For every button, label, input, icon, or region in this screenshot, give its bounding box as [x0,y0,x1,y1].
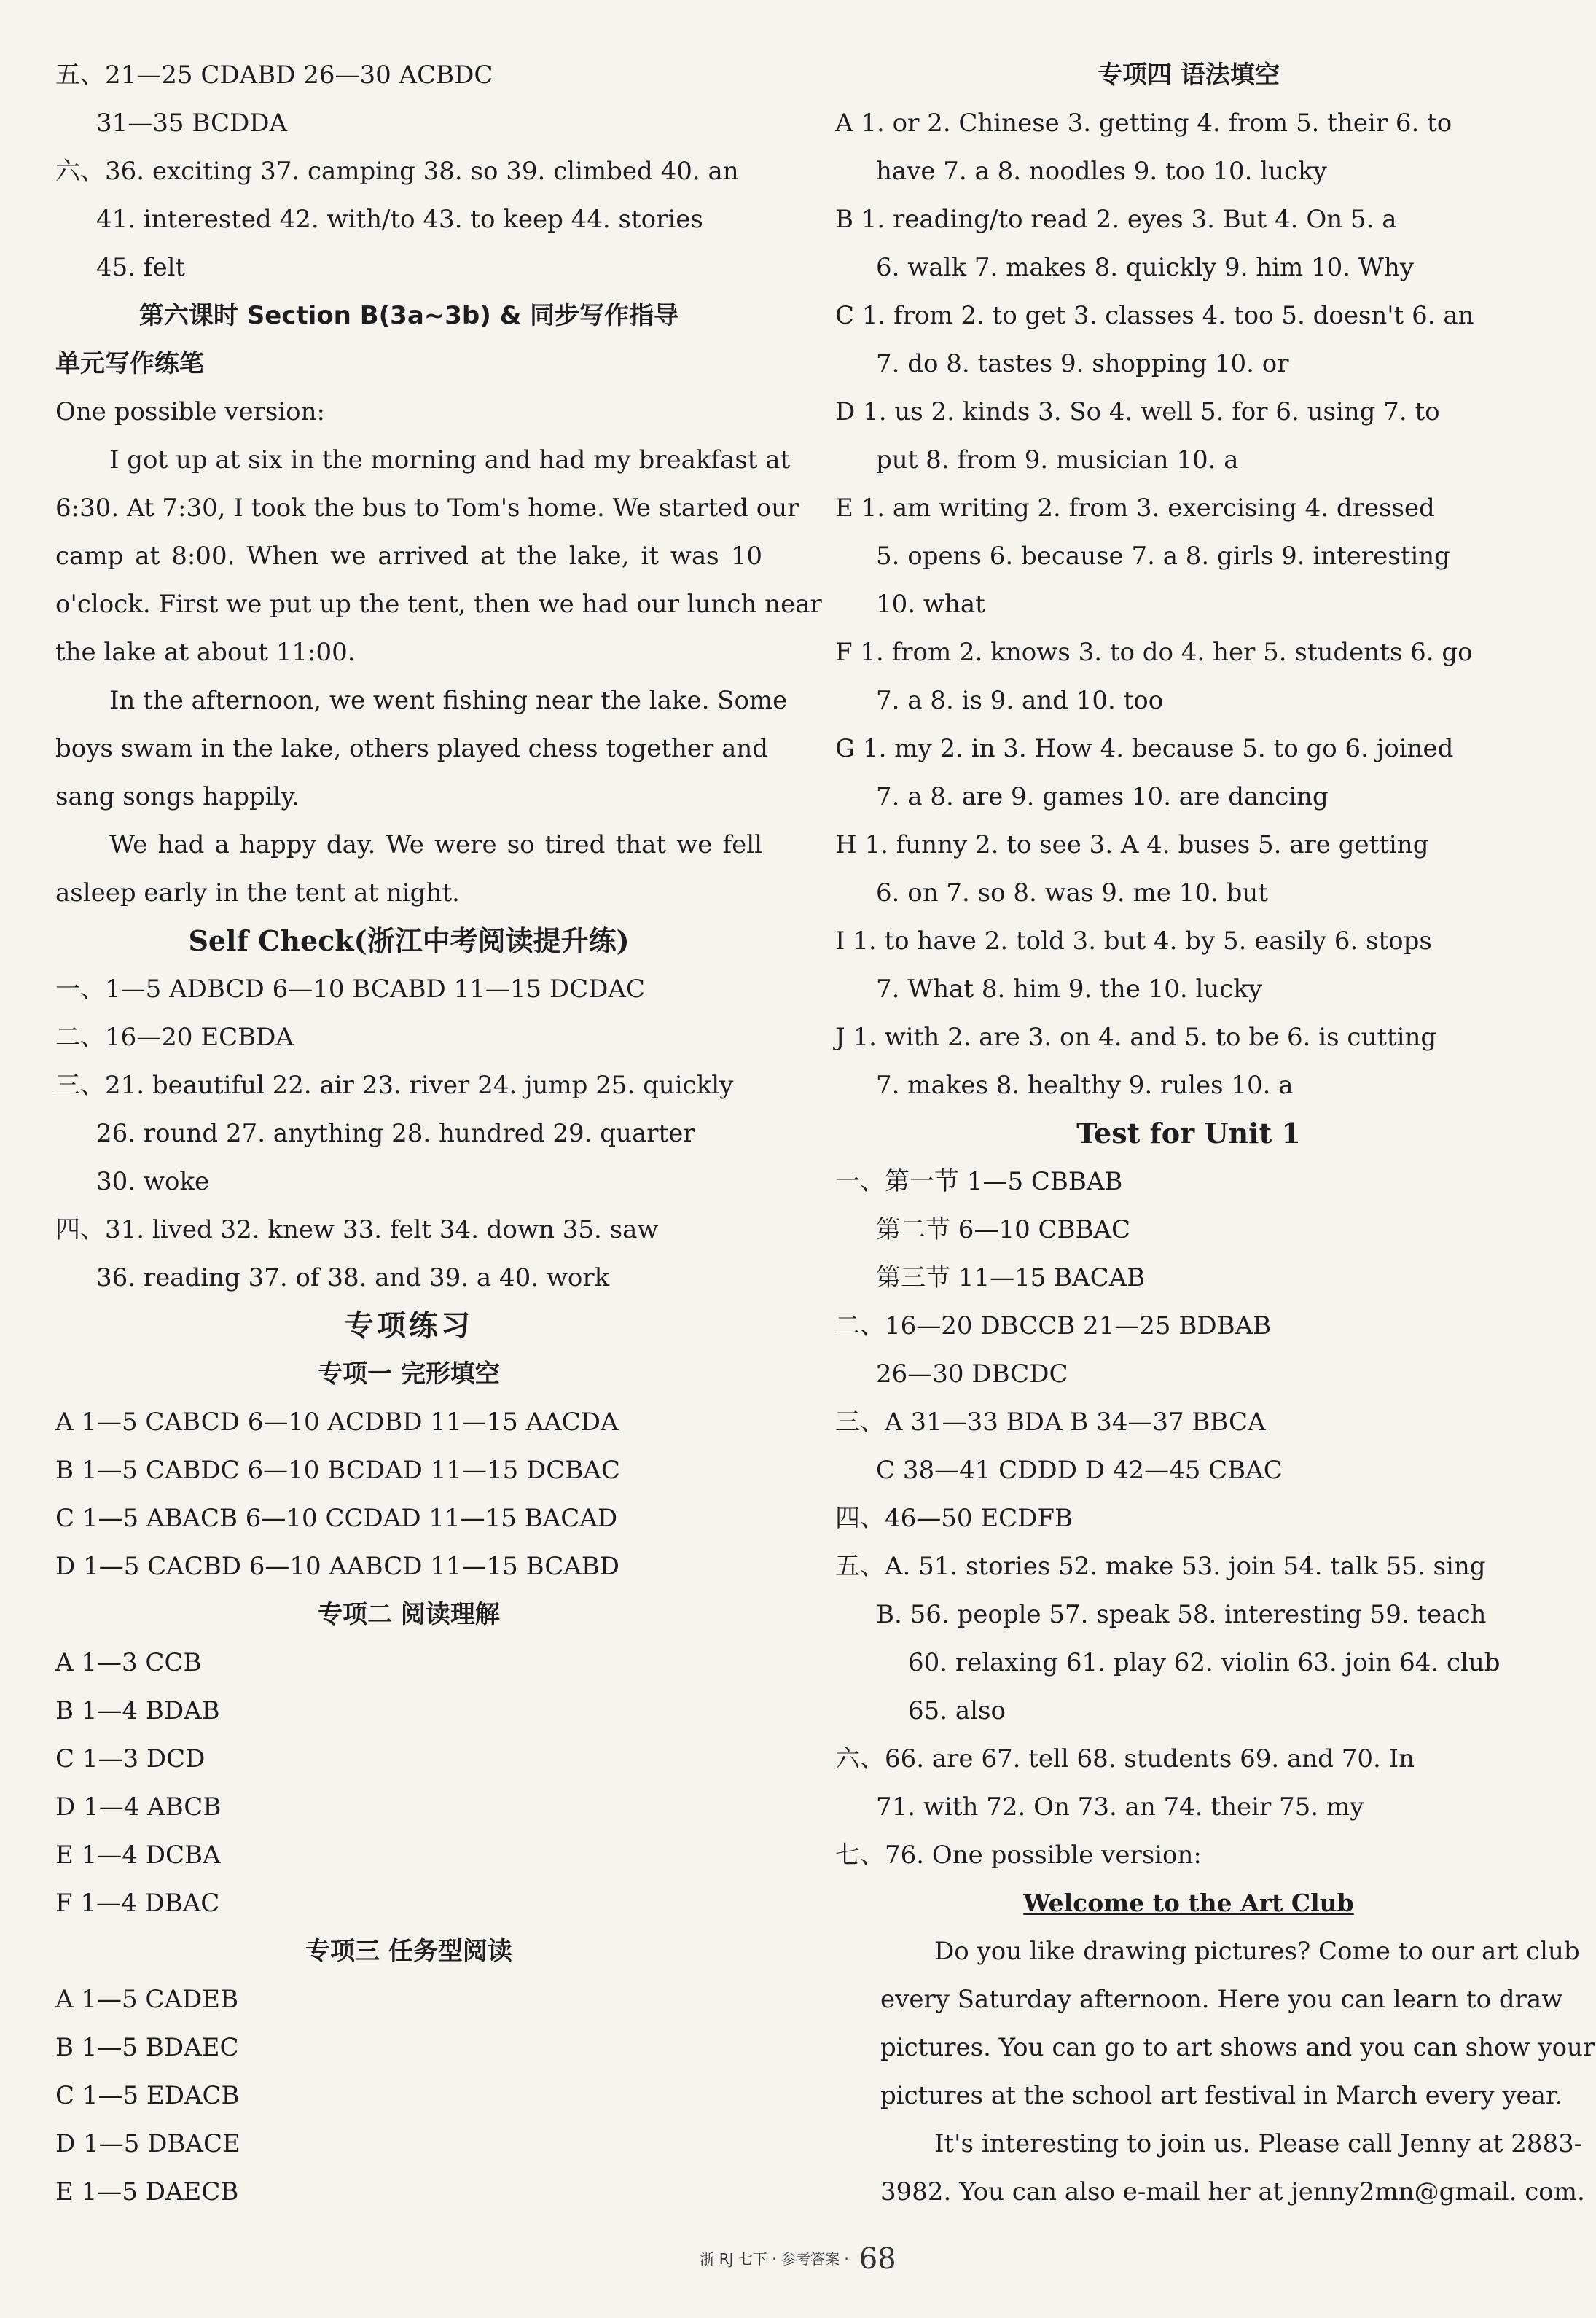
right-column [835,51,1595,2216]
answer-line: 五、21—25 CDABD 26—30 ACBDC [55,61,493,90]
answer-line: 第二节 6—10 CBBAC [876,1215,1131,1244]
answer-line: 五、A. 51. stories 52. make 53. join 54. talk 55. sing [835,1552,1486,1581]
footer-label: 浙 RJ 七下 · 参考答案 · [700,2250,849,2268]
answer-line: 60. relaxing 61. play 62. violin 63. join 64. club [908,1648,1501,1677]
answer-line: 四、46—50 ECDFB [835,1504,1073,1533]
answer-line: C 1—5 EDACB [55,2081,240,2110]
essay-line: It's interesting to join us. Please call Jenny at 2883- [934,2129,1583,2158]
answer-line: I 1. to have 2. told 3. but 4. by 5. easily 6. stops [835,926,1432,956]
answer-line: A 1—5 CABCD 6—10 ACDBD 11—15 AACDA [55,1408,619,1437]
essay-line: every Saturday afternoon. Here you can learn to draw [880,1985,1563,2014]
section-heading: 第六课时 Section B(3a~3b) & 同步写作指导 [138,301,679,330]
answer-line: A 1—5 CADEB [55,1985,239,2014]
answer-line: 7. do 8. tastes 9. shopping 10. or [876,349,1289,378]
essay-line: the lake at about 11:00. [55,638,356,667]
answer-line: 三、A 31—33 BDA B 34—37 BBCA [835,1408,1266,1437]
answer-line: A 1—3 CCB [55,1648,202,1677]
essay-line: 3982. You can also e-mail her at jenny2mn@gmail. com. [880,2177,1585,2206]
essay-line: Do you like drawing pictures? Come to our art club [934,1937,1580,1966]
answer-line: 71. with 72. On 73. an 74. their 75. my [876,1792,1364,1822]
subsection-heading: 专项四 语法填空 [1098,61,1280,90]
answer-line: 7. What 8. him 9. the 10. lucky [876,975,1263,1004]
answer-line: E 1—5 DAECB [55,2177,239,2206]
answer-line: 10. what [876,590,985,619]
answer-line: 四、31. lived 32. knew 33. felt 34. down 35. saw [55,1215,659,1244]
answer-line: 七、76. One possible version: [835,1841,1202,1870]
text-line: One possible version: [55,397,325,426]
answer-line: E 1—4 DCBA [55,1841,221,1870]
answer-line: F 1—4 DBAC [55,1889,220,1918]
answer-line: 36. reading 37. of 38. and 39. a 40. work [96,1263,610,1292]
answer-line: put 8. from 9. musician 10. a [876,445,1239,475]
answer-line: C 1—3 DCD [55,1744,206,1773]
answer-line: 7. a 8. is 9. and 10. too [876,686,1164,715]
answer-line: 6. on 7. so 8. was 9. me 10. but [876,878,1268,908]
answer-line: 30. woke [96,1167,210,1196]
essay-line: I got up at six in the morning and had my breakfast at [109,445,791,475]
essay-line: boys swam in the lake, others played chess together and [55,734,769,763]
subsection-heading: 专项一 完形填空 [318,1359,500,1389]
answer-line: D 1. us 2. kinds 3. So 4. well 5. for 6. using 7. to [835,397,1440,426]
answer-line: 第三节 11—15 BACAB [876,1263,1146,1292]
answer-line: 41. interested 42. with/to 43. to keep 44. stories [96,205,703,234]
essay-line: camp at 8:00. When we arrived at the lake, it was 10 [55,542,762,571]
answer-line: C 1. from 2. to get 3. classes 4. too 5. doesn't 6. an [835,301,1474,330]
answer-line: 5. opens 6. because 7. a 8. girls 9. interesting [876,542,1450,571]
answer-line: 31—35 BCDDA [96,109,288,138]
section-heading: Self Check(浙江中考阅读提升练) [188,924,630,957]
answer-line: 一、1—5 ADBCD 6—10 BCABD 11—15 DCDAC [55,975,645,1004]
essay-line: 6:30. At 7:30, I took the bus to Tom's home. We started our [55,493,799,523]
answer-line: 26—30 DBCDC [876,1359,1068,1389]
answer-line: 一、第一节 1—5 CBBAB [835,1167,1123,1196]
answer-line: 45. felt [96,253,186,282]
answer-line: A 1. or 2. Chinese 3. getting 4. from 5. their 6. to [835,109,1452,138]
essay-line: o'clock. First we put up the tent, then we had our lunch near [55,590,822,619]
answer-line: 六、36. exciting 37. camping 38. so 39. climbed 40. an [55,157,739,186]
answer-line: have 7. a 8. noodles 9. too 10. lucky [876,157,1327,186]
answer-line: D 1—5 DBACE [55,2129,240,2158]
essay-line: sang songs happily. [55,782,300,811]
page-footer [0,2242,1596,2276]
essay-line: In the afternoon, we went fishing near the lake. Some [109,686,788,715]
answer-line: B. 56. people 57. speak 58. interesting 59. teach [876,1600,1487,1629]
answer-line: J 1. with 2. are 3. on 4. and 5. to be 6. is cutting [835,1023,1437,1052]
essay-title: Welcome to the Art Club [1023,1889,1354,1917]
answer-line: C 38—41 CDDD D 42—45 CBAC [876,1456,1283,1485]
subsection-heading: 专项三 任务型阅读 [305,1937,512,1966]
answer-line: 7. makes 8. healthy 9. rules 10. a [876,1071,1294,1100]
page-number: 68 [858,2242,896,2276]
answer-line: H 1. funny 2. to see 3. A 4. buses 5. are getting [835,830,1429,859]
subsection-heading: 单元写作练笔 [55,349,204,378]
essay-line: We had a happy day. We were so tired that we fell [109,830,762,859]
answer-line: B 1—5 BDAEC [55,2033,239,2062]
answer-line: E 1. am writing 2. from 3. exercising 4. dressed [835,493,1435,523]
answer-line: 6. walk 7. makes 8. quickly 9. him 10. Why [876,253,1414,282]
answer-line: 二、16—20 ECBDA [55,1023,294,1052]
answer-line: 六、66. are 67. tell 68. students 69. and 70. In [835,1744,1415,1773]
answer-line: B 1. reading/to read 2. eyes 3. But 4. On 5. a [835,205,1397,234]
left-column [55,51,822,2216]
answer-line: G 1. my 2. in 3. How 4. because 5. to go 6. joined [835,734,1454,763]
essay-line: pictures. You can go to art shows and you can show your [880,2033,1595,2062]
answer-line: 26. round 27. anything 28. hundred 29. quarter [96,1119,695,1148]
essay-line: asleep early in the tent at night. [55,878,460,908]
subsection-heading: 专项二 阅读理解 [318,1600,500,1629]
answer-line: F 1. from 2. knows 3. to do 4. her 5. students 6. go [835,638,1473,667]
answer-line: B 1—5 CABDC 6—10 BCDAD 11—15 DCBAC [55,1456,620,1485]
answer-line: B 1—4 BDAB [55,1696,220,1725]
answer-line: 7. a 8. are 9. games 10. are dancing [876,782,1329,811]
answer-line: 65. also [908,1696,1006,1725]
section-heading: Test for Unit 1 [1076,1117,1301,1150]
answer-line: D 1—4 ABCB [55,1792,222,1822]
answer-line: D 1—5 CACBD 6—10 AABCD 11—15 BCABD [55,1552,620,1581]
essay-line: pictures at the school art festival in March every year. [880,2081,1563,2110]
answer-line: 三、21. beautiful 22. air 23. river 24. jump 25. quickly [55,1071,734,1100]
answer-line: C 1—5 ABACB 6—10 CCDAD 11—15 BACAD [55,1504,618,1533]
answer-line: 二、16—20 DBCCB 21—25 BDBAB [835,1311,1272,1341]
section-heading: 专项练习 [345,1309,473,1343]
